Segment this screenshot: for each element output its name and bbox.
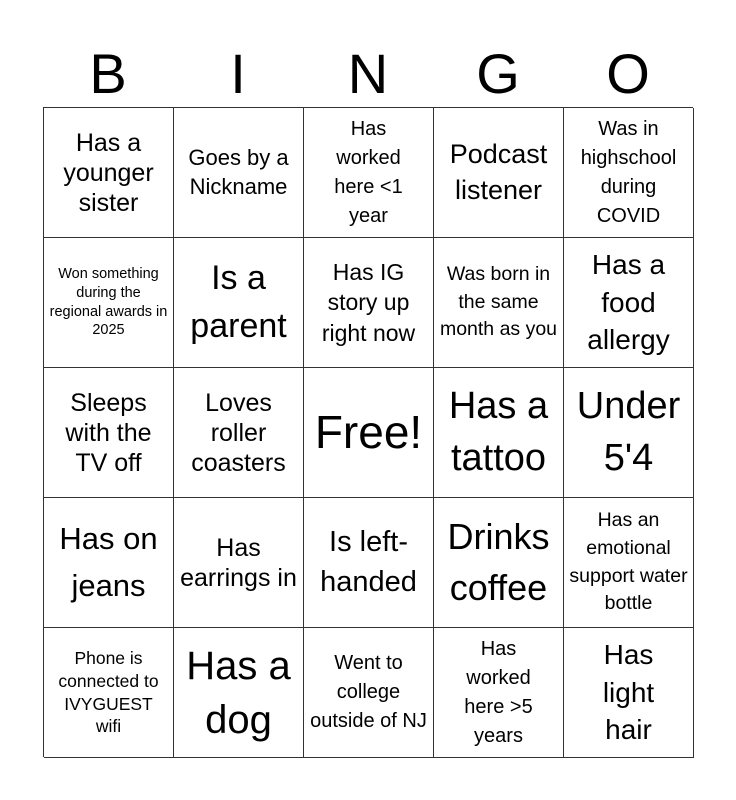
bingo-cell[interactable] bbox=[174, 628, 304, 758]
bingo-cell-text: Has IG story up right now bbox=[321, 258, 416, 346]
bingo-cell-text: Went to college outside of NJ bbox=[310, 652, 427, 732]
header-letter-i: I bbox=[230, 42, 246, 105]
bingo-cell-text: Phone is connected to IVYGUEST wifi bbox=[58, 648, 159, 737]
bingo-cell-text: Has a food allergy bbox=[587, 248, 670, 356]
bingo-cell[interactable] bbox=[44, 108, 174, 238]
bingo-cell-text: Goes by a Nickname bbox=[188, 144, 289, 199]
bingo-cell[interactable] bbox=[174, 498, 304, 628]
bingo-cell[interactable] bbox=[44, 238, 174, 368]
bingo-cell-text: Has a younger sister bbox=[63, 128, 154, 217]
bingo-cell[interactable] bbox=[304, 628, 434, 758]
bingo-cell[interactable] bbox=[174, 368, 304, 498]
bingo-cell-text: Has a dog bbox=[186, 643, 291, 742]
bingo-cell-text: Has a tattoo bbox=[448, 385, 549, 479]
bingo-cell-text: Has earrings in bbox=[180, 533, 297, 592]
bingo-cell[interactable] bbox=[44, 498, 174, 628]
bingo-cell[interactable] bbox=[304, 498, 434, 628]
bingo-cell-text: Was born in the same month as you bbox=[439, 262, 558, 341]
bingo-cell[interactable] bbox=[44, 368, 174, 498]
bingo-cell[interactable] bbox=[564, 498, 694, 628]
bingo-cell-text: Podcast listener bbox=[449, 138, 548, 205]
header-letter-n: N bbox=[347, 42, 389, 105]
bingo-cell-text: Has light hair bbox=[602, 638, 655, 746]
bingo-cell[interactable] bbox=[434, 238, 564, 368]
bingo-cell-text: Was in highschool during COVID bbox=[580, 117, 677, 227]
bingo-cell-text: Free! bbox=[314, 405, 423, 458]
header-letter-b: B bbox=[89, 42, 127, 105]
bingo-cell-text: Is a parent bbox=[190, 258, 287, 345]
bingo-cell[interactable] bbox=[434, 498, 564, 628]
bingo-cell[interactable] bbox=[564, 628, 694, 758]
header-letter-o: O bbox=[606, 42, 650, 105]
bingo-cell-text: Loves roller coasters bbox=[191, 388, 286, 477]
bingo-grid bbox=[43, 107, 693, 757]
bingo-cell[interactable] bbox=[564, 108, 694, 238]
bingo-cell-text: Has an emotional support water bottle bbox=[569, 509, 688, 615]
bingo-cell[interactable] bbox=[174, 238, 304, 368]
bingo-cell-text: Has worked here <1 year bbox=[334, 117, 403, 227]
header-letter-g: G bbox=[476, 42, 520, 105]
bingo-cell-text: Won something during the regional awards in 2025 bbox=[49, 265, 168, 339]
bingo-cell[interactable] bbox=[564, 238, 694, 368]
bingo-cell[interactable] bbox=[304, 238, 434, 368]
bingo-cell-text: Drinks coffee bbox=[447, 516, 550, 608]
bingo-cell-text: Has on jeans bbox=[59, 521, 158, 603]
bingo-cell[interactable] bbox=[304, 368, 434, 498]
bingo-cell-text: Sleeps with the TV off bbox=[65, 388, 152, 477]
bingo-cell-text: Under 5'4 bbox=[576, 385, 681, 479]
bingo-cell[interactable] bbox=[304, 108, 434, 238]
bingo-cell[interactable] bbox=[44, 628, 174, 758]
bingo-header bbox=[43, 40, 693, 108]
bingo-cell[interactable] bbox=[434, 368, 564, 498]
bingo-cell[interactable] bbox=[434, 108, 564, 238]
bingo-cell[interactable] bbox=[174, 108, 304, 238]
bingo-cell[interactable] bbox=[434, 628, 564, 758]
bingo-cell-text: Is left-handed bbox=[320, 526, 417, 598]
bingo-cell-text: Has worked here >5 years bbox=[464, 637, 533, 747]
bingo-cell[interactable] bbox=[564, 368, 694, 498]
